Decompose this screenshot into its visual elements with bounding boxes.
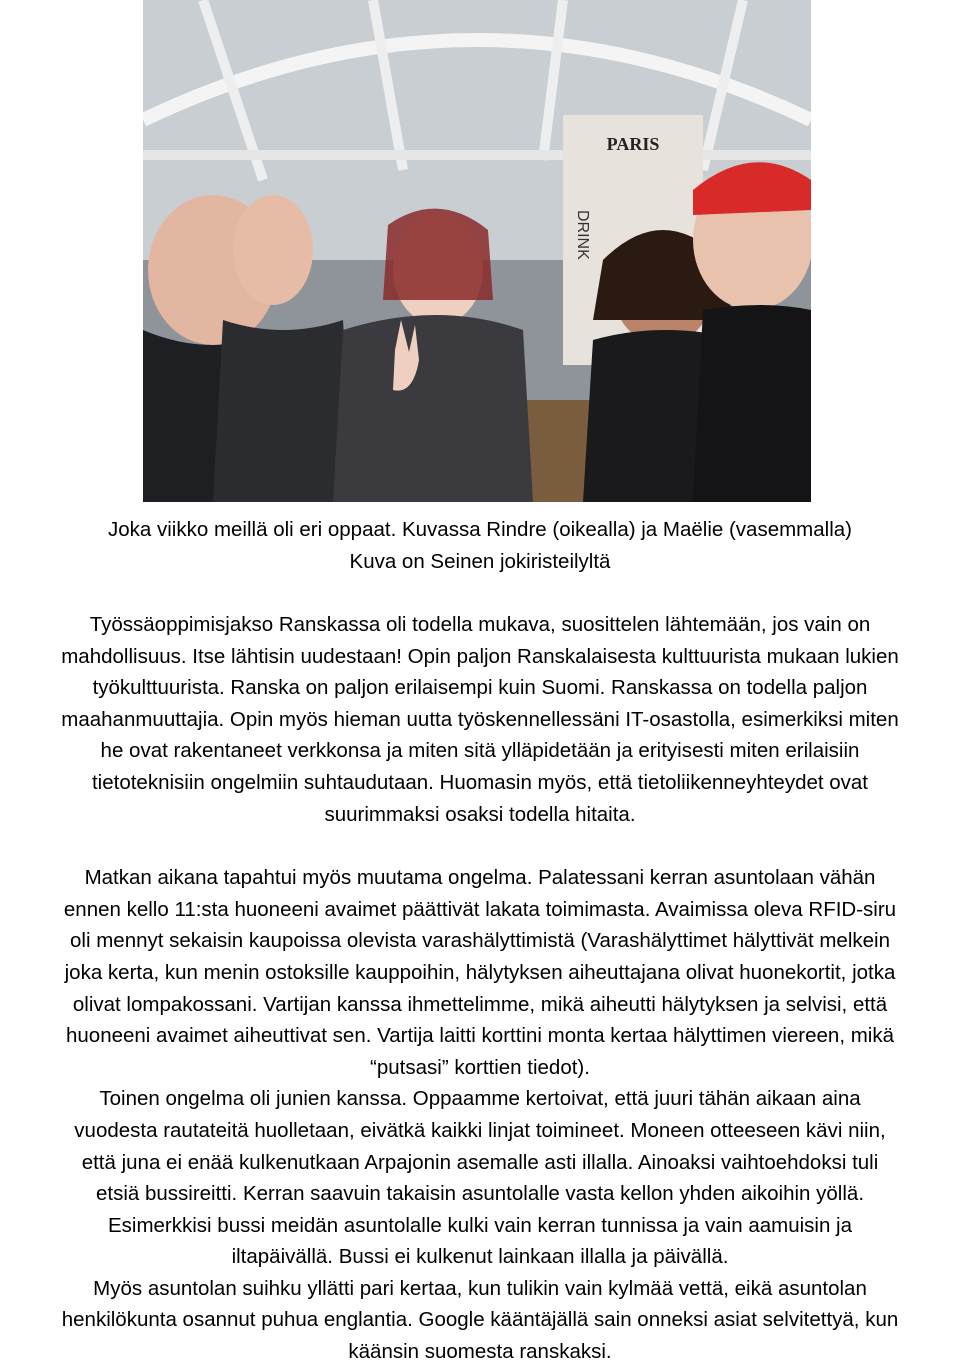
group-photo <box>143 0 811 502</box>
paragraph-2-line: käänsin suomesta ranskaksi. <box>348 1340 612 1364</box>
photo-caption <box>0 514 960 577</box>
paragraph-1-line: mahdollisuus. Itse lähtisin uudestaan! Opin paljon Ranskalaisesta kulttuurista mukaan lukien <box>61 644 899 668</box>
paragraph-1 <box>0 609 960 830</box>
paragraph-2-line: henkilökunta osannut puhua englantia. Google kääntäjällä sain onneksi asiat selvitettyä, kun <box>61 1308 899 1332</box>
person-2-face <box>233 195 313 305</box>
paragraph-2 <box>0 862 960 1368</box>
paragraph-2-line: huoneeni avaimet aiheuttivat sen. Vartija laitti korttini monta kertaa hälyttimen viereen, mikä <box>65 1024 894 1048</box>
paragraph-2-line: että juna ei enää kulkenutkaan Arpajonin asemalle asti illalla. Ainoaksi vaihtoehdoksi tuli <box>81 1150 879 1174</box>
side-sign-text: DRINK <box>574 210 591 260</box>
paragraph-1-line: maahanmuuttajia. Opin myös hieman uutta työskennellessäni IT-osastolla, esimerkiksi miten <box>61 707 899 731</box>
paragraph-1-line: tietoteknisiin ongelmiin suhtaudutaan. Huomasin myös, että tietoliikenneyhteydet ovat <box>91 770 869 794</box>
paragraph-spacer <box>0 830 960 862</box>
person-2-jacket <box>213 320 353 502</box>
group-photo-illustration <box>143 0 811 502</box>
paragraph-2-line: Esimerkkisi bussi meidän asuntolalle kulki vain kerran tunnissa ja vain aamuisin ja <box>107 1213 853 1237</box>
paragraph-2-line: Toinen ongelma oli junien kanssa. Oppaamme kertoivat, että juuri tähän aikaan aina <box>99 1087 861 1111</box>
paragraph-1-line: Työssäoppimisjakso Ranskassa oli todella mukava, suosittelen lähtemään, jos vain on <box>89 613 871 636</box>
person-3-scarf <box>333 315 533 502</box>
paragraph-2-line: Matkan aikana tapahtui myös muutama ongelma. Palatessani kerran asuntolaan vähän <box>84 866 876 890</box>
caption-line-1: Joka viikko meillä oli eri oppaat. Kuvassa Rindre (oikealla) ja Maëlie (vasemmalla) <box>108 518 852 541</box>
person-3-hair <box>383 209 493 300</box>
paragraph-2-line: oli mennyt sekaisin kaupoissa olevista varashälyttimistä (Varashälyttimet hälyttivät melkein <box>70 929 890 953</box>
paragraph-2-line: iltapäivällä. Bussi ei kulkenut lainkaan illalla ja päivällä. <box>231 1245 729 1269</box>
paragraph-2-line: “putsasi” korttien tiedot). <box>370 1055 590 1079</box>
paragraph-2-line: olivat lompakossani. Vartijan kanssa ihmettelimme, mikä aiheutti hälytyksen ja selvisi, että <box>72 992 888 1016</box>
paragraph-2-line: vuodesta rautateitä huolletaan, eivätkä kaikki linjat toimineet. Moneen otteeseen kävi niin, <box>74 1118 886 1142</box>
caption-line-2: Kuva on Seinen jokiristeilyltä <box>349 549 611 573</box>
article-body <box>0 609 960 1368</box>
paragraph-1-line: työkulttuurista. Ranska on paljon erilaisempi kuin Suomi. Ranskassa on todella paljon <box>92 676 868 700</box>
poster-text: PARIS <box>606 134 660 154</box>
paragraph-2-line: joka kerta, kun menin ostoksille kauppoihin, hälytyksen aiheuttajana olivat huonekortit, jotka <box>64 960 896 984</box>
paragraph-1-line: suurimmaksi osaksi todella hitaita. <box>324 802 636 826</box>
person-5-jacket <box>693 305 811 502</box>
paragraph-2-line: etsiä bussireitti. Kerran saavuin takaisin asuntolalle vasta kellon yhden aikoihin yöllä. <box>95 1182 865 1206</box>
paragraph-2-line: ennen kello 11:sta huoneeni avaimet päättivät lakata toimimasta. Avaimissa oleva RFID-siru <box>63 897 897 921</box>
paragraph-2-line: Myös asuntolan suihku yllätti pari kertaa, kun tulikin vain kylmää vettä, eikä asuntolan <box>93 1276 867 1300</box>
paragraph-1-line: he ovat rakentaneet verkkonsa ja miten sitä ylläpidetään ja erityisesti miten erilaisiin <box>100 739 860 763</box>
